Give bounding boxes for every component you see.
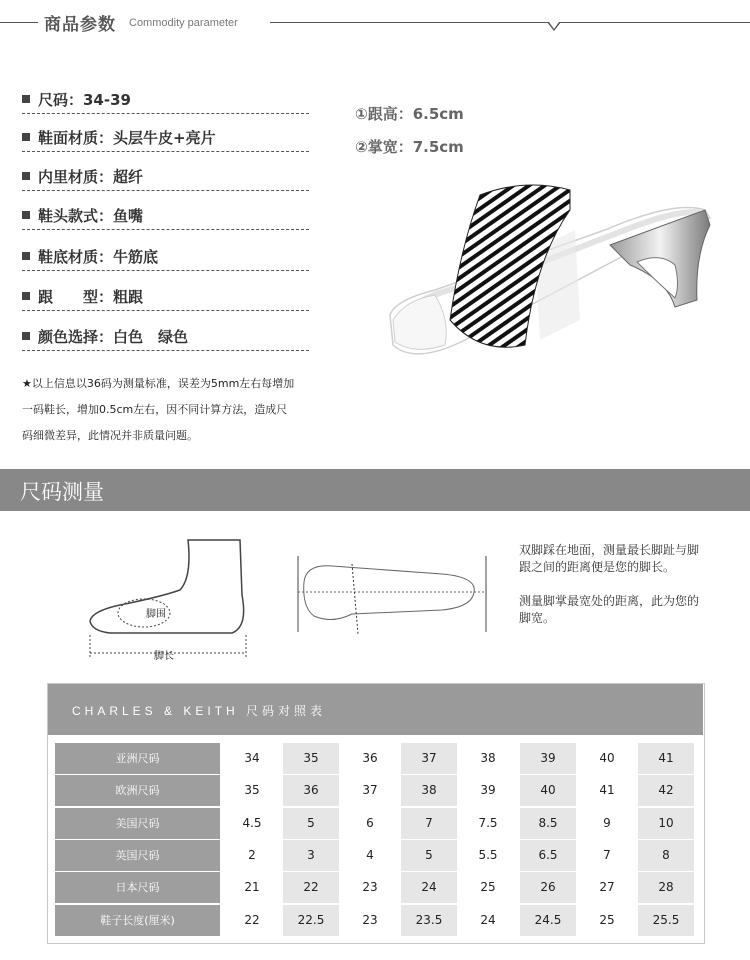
foot-circumference-label: 脚围	[146, 609, 166, 620]
size-cell: 10	[638, 808, 694, 839]
spec-sole-width: ②掌宽：7.5cm	[355, 138, 464, 156]
size-cell: 38	[401, 775, 457, 806]
measure-length-text	[519, 542, 734, 576]
size-cell: 8	[638, 840, 694, 871]
size-cell: 6.5	[520, 840, 576, 871]
size-cell: 2	[248, 848, 256, 862]
size-cell: 24	[480, 913, 496, 927]
size-cell: 6	[366, 816, 374, 830]
size-cell: 38	[480, 751, 496, 765]
size-note	[22, 371, 342, 449]
size-row-label: 日本尺码	[55, 872, 220, 903]
size-cell: 23	[362, 913, 378, 927]
size-cell: 27	[599, 880, 615, 894]
size-cell: 5	[283, 808, 339, 839]
size-row-label: 鞋子长度(厘米)	[55, 905, 220, 936]
param-text: 颜色选择：白色 绿色	[38, 328, 189, 346]
section-subtitle: Commodity parameter	[129, 17, 238, 29]
size-cell: 24.5	[520, 905, 576, 936]
size-cell: 22	[244, 913, 260, 927]
measure-text-line: 脚宽。	[519, 611, 556, 625]
size-cell: 7	[401, 808, 457, 839]
banner-title: 尺码测量	[20, 480, 104, 504]
bullet-square-icon	[22, 211, 30, 219]
size-cell: 42	[638, 775, 694, 806]
spec-heel-height: ①跟高：6.5cm	[355, 105, 464, 123]
size-cell: 34	[244, 751, 260, 765]
note-line: 码细微差异，此情况并非质量问题。	[22, 429, 198, 442]
size-cell: 23.5	[401, 905, 457, 936]
size-cell: 5.5	[478, 848, 498, 862]
param-text: 内里材质：超纤	[38, 168, 144, 186]
size-cell: 36	[283, 775, 339, 806]
header-divider-right	[270, 22, 750, 23]
size-cell: 40	[520, 775, 576, 806]
size-cell: 7.5	[478, 816, 498, 830]
note-line: 一码鞋长，增加0.5cm左右，因不同计算方法，造成尺	[22, 403, 288, 416]
size-row-label: 欧洲尺码	[55, 775, 220, 806]
foot-sole-diagram	[292, 552, 492, 637]
bullet-square-icon	[22, 292, 30, 300]
size-cell: 21	[244, 880, 260, 894]
size-cell: 39	[480, 783, 496, 797]
measure-width-text	[519, 593, 734, 627]
size-cell: 25	[480, 880, 496, 894]
bullet-square-icon	[22, 172, 30, 180]
size-cell: 5	[401, 840, 457, 871]
size-cell: 35	[244, 783, 260, 797]
size-cell: 35	[283, 743, 339, 774]
size-cell: 24	[401, 872, 457, 903]
param-text: 鞋面材质：头层牛皮+亮片	[38, 129, 216, 147]
size-cell: 22	[283, 872, 339, 903]
bullet-square-icon	[22, 252, 30, 260]
size-cell: 37	[401, 743, 457, 774]
header-divider-left	[0, 22, 38, 23]
param-size	[22, 89, 309, 114]
param-text: 尺码：34-39	[38, 91, 131, 109]
size-cell: 26	[520, 872, 576, 903]
size-measure-banner	[0, 469, 750, 511]
measure-text-line: 双脚踩在地面，测量最长脚趾与脚	[519, 543, 700, 557]
bullet-square-icon	[22, 133, 30, 141]
section-title: 商品参数	[44, 15, 116, 35]
size-row-label: 英国尺码	[55, 840, 220, 871]
bullet-square-icon	[22, 95, 30, 103]
param-heel-type	[22, 286, 309, 311]
measure-text-line: 测量脚掌最宽处的距离，此为您的	[519, 594, 700, 608]
param-sole-material	[22, 246, 309, 271]
size-cell: 36	[362, 751, 378, 765]
size-cell: 22.5	[283, 905, 339, 936]
size-table-title: CHARLES & KEITH 尺码对照表	[72, 704, 327, 718]
product-image-sandal	[375, 170, 725, 370]
size-row-label: 美国尺码	[55, 808, 220, 839]
size-cell: 7	[603, 848, 611, 862]
size-cell: 8.5	[520, 808, 576, 839]
note-line: ★以上信息以36码为测量标准，误差为5mm左右每增加	[22, 377, 295, 390]
size-cell: 4.5	[242, 816, 262, 830]
param-text: 跟 型：粗跟	[38, 288, 144, 306]
size-cell: 37	[362, 783, 378, 797]
chevron-down-icon-inner	[549, 22, 559, 29]
size-cell: 23	[362, 880, 378, 894]
size-cell: 41	[599, 783, 615, 797]
param-toe-style	[22, 205, 309, 230]
param-upper-material	[22, 127, 309, 152]
foot-side-diagram	[80, 535, 260, 665]
size-cell: 4	[366, 848, 374, 862]
size-row-label: 亚洲尺码	[55, 743, 220, 774]
size-cell: 3	[283, 840, 339, 871]
size-cell: 40	[599, 751, 615, 765]
size-cell: 28	[638, 872, 694, 903]
size-cell: 9	[603, 816, 611, 830]
param-text: 鞋头款式：鱼嘴	[38, 207, 144, 225]
size-cell: 25	[599, 913, 615, 927]
foot-length-label: 脚长	[154, 651, 174, 662]
param-color	[22, 326, 309, 351]
param-text: 鞋底材质：牛筋底	[38, 248, 159, 266]
size-cell: 41	[638, 743, 694, 774]
measure-text-line: 跟之间的距离便是您的脚长。	[519, 560, 676, 574]
size-cell: 25.5	[638, 905, 694, 936]
bullet-square-icon	[22, 332, 30, 340]
param-lining-material	[22, 166, 309, 191]
size-cell: 39	[520, 743, 576, 774]
